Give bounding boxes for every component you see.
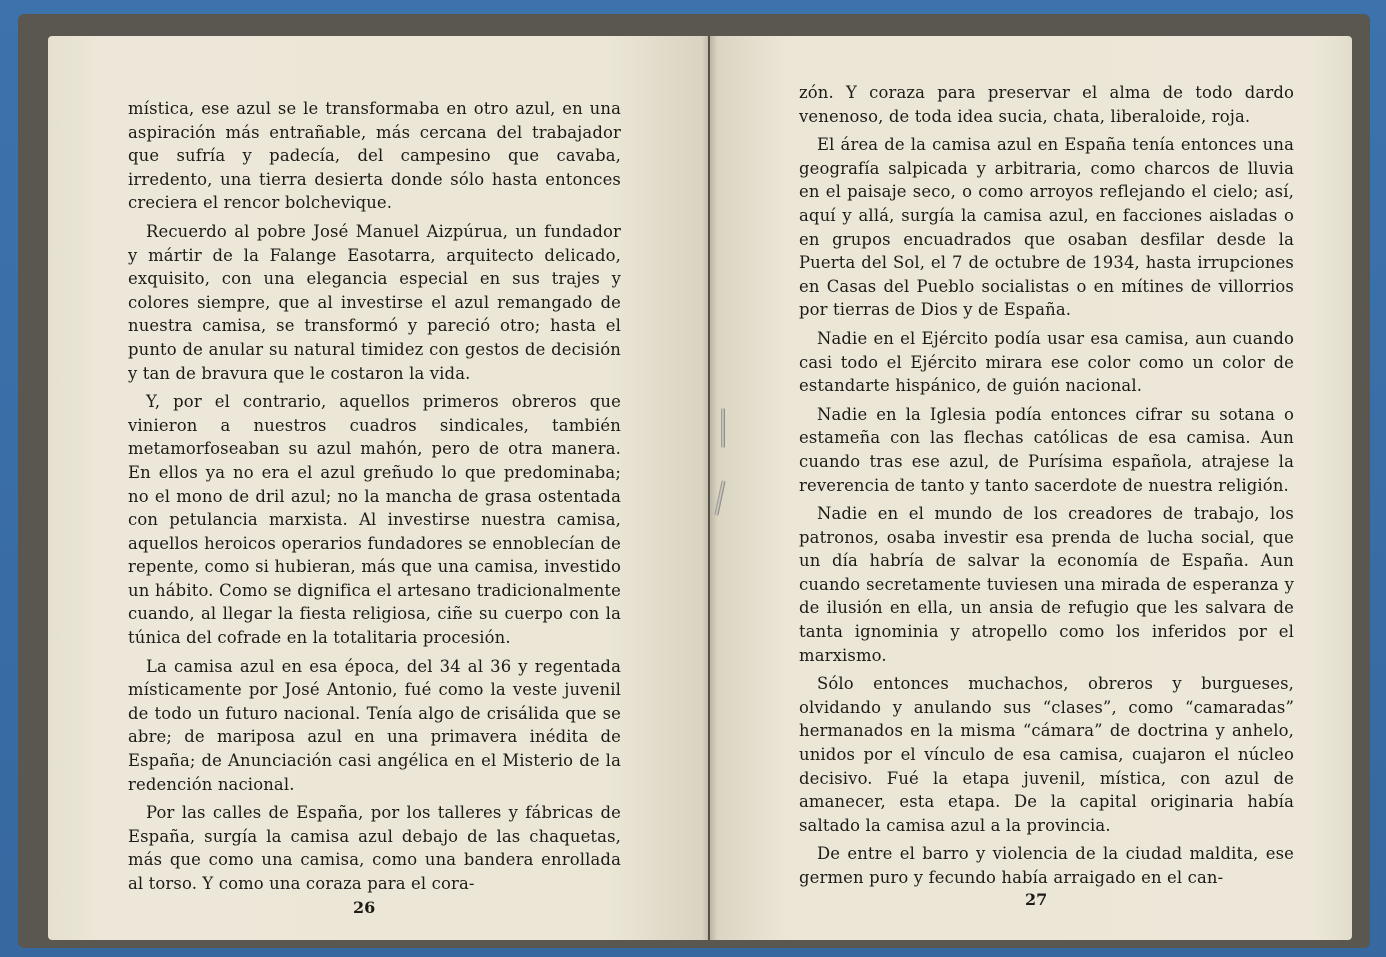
paragraph: mística, ese azul se le transformaba en otro azul, en una aspiración más entrañable, más cercana del trabajador que sufría y padecía, del campesino que cavaba, irredento, una tierra desierta donde sólo hasta entonces creciera el rencor bolchevique. <box>128 99 621 213</box>
left-page-text <box>128 97 621 901</box>
spine-gutter <box>702 36 718 940</box>
left-page <box>48 36 708 940</box>
staple-top <box>721 408 725 448</box>
paragraph: La camisa azul en esa época, del 34 al 36 y regentada místicamente por José Antonio, fué como la veste juvenil de todo un futuro nacional. Tenía algo de crisálida que se abre; de mariposa azul en una primavera inédita de España; de Anunciación casi angélica en el Misterio de la redención nacional. <box>128 656 621 794</box>
page-number-left: 26 <box>353 898 376 917</box>
paragraph: Y, por el contrario, aquellos primeros obreros que vinieron a nuestros cuadros sindicales, también metamorfoseaban su azul mahón, pero de otra manera. En ellos ya no era el azul greñudo lo que predominaba; no el mono de dril azul; no la mancha de grasa ostentada con petulancia marxista. Al investirse nuestra camisa, aquellos heroicos operarios fundadores se ennoblecían de repente, como si hubieran, más que una camisa, investido un hábito. Como se dignifica el artesano tradicionalmente cuando, al llegar la fiesta religiosa, ciñe su cuerpo con la túnica del cofrade en la totalitaria procesión. <box>128 392 621 648</box>
paragraph: Nadie en el mundo de los creadores de trabajo, los patronos, osaba investir esa prenda de lucha social, que un día habría de salvar la economía de España. Aun cuando secretamente tuviesen una mirada de esperanza y de ilusión en ella, un ansia de refugio que les salvara de tanta ignominia y atropello como los inferidos por el marxismo. <box>799 504 1294 665</box>
paragraph: zón. Y coraza para preservar el alma de todo dardo venenoso, de toda idea sucia, chata, liberaloide, roja. <box>799 83 1294 126</box>
page-number-right: 27 <box>1025 890 1048 909</box>
paragraph: De entre el barro y violencia de la ciudad maldita, ese germen puro y fecundo había arraigado en el can- <box>799 844 1294 887</box>
right-page <box>710 36 1352 940</box>
paragraph: Por las calles de España, por los talleres y fábricas de España, surgía la camisa azul debajo de las chaquetas, más que como una camisa, como una bandera enrollada al torso. Y como una coraza para el cora- <box>128 803 621 893</box>
paragraph: El área de la camisa azul en España tenía entonces una geografía salpicada y arbitraria, como charcos de lluvia en el paisaje seco, o como arroyos reflejando el cielo; así, aquí y allá, surgía la camisa azul, en facciones aisladas o en grupos encuadrados que osaban desfilar desde la Puerta del Sol, el 7 de octubre de 1934, hasta irrupciones en Casas del Pueblo socialistas o en mítines de villorrios por tierras de Dios y de España. <box>799 135 1294 320</box>
right-page-text <box>799 81 1294 895</box>
paragraph: Recuerdo al pobre José Manuel Aizpúrua, un fundador y mártir de la Falange Easotarra, arquitecto delicado, exquisito, con una elegancia especial en sus trajes y colores siempre, que al investirse el azul remangado de nuestra camisa, se transformó y pareció otro; hasta el punto de anular su natural timidez con gestos de decisión y tan de bravura que le costaron la vida. <box>128 221 621 383</box>
open-booklet <box>18 14 1370 948</box>
paragraph: Nadie en el Ejército podía usar esa camisa, aun cuando casi todo el Ejército mirara ese color como un color de estandarte hispánico, de guión nacional. <box>799 328 1294 396</box>
paragraph: Sólo entonces muchachos, obreros y burgueses, olvidando y anulando sus “clases”, como “camaradas” hermanados en la misma “cámara” de doctrina y anhelo, unidos por el vínculo de esa camisa, cuajaron el núcleo decisivo. Fué la etapa juvenil, mística, con azul de amanecer, esta etapa. De la capital originaria había saltado la camisa azul a la provincia. <box>799 674 1294 835</box>
paragraph: Nadie en la Iglesia podía entonces cifrar su sotana o estameña con las flechas católicas de esa camisa. Aun cuando tras ese azul, de Purísima española, atrajese la reverencia de tanto y tanto sacerdote de nuestra religión. <box>799 404 1294 495</box>
